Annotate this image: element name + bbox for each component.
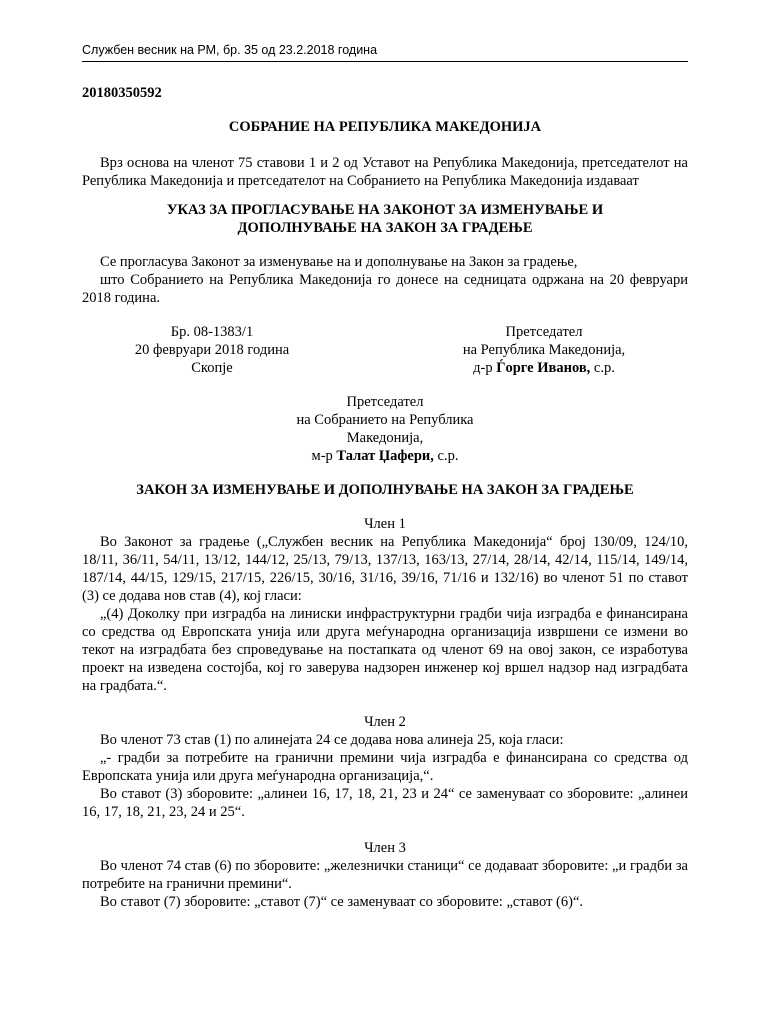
- decree-title: [82, 201, 688, 237]
- legal-basis-paragraph: Врз основа на членот 75 ставови 1 и 2 од Уставот на Република Македонија, претседателот на Република Македонија и претседателот на Собранието на Република Македонија издаваат: [82, 155, 688, 189]
- article-3-paragraph-2: Во ставот (7) зборовите: „ставот (7)“ се заменуваат со зборовите: „ставот (6)“.: [100, 894, 584, 910]
- article-1-paragraph-1: Во Законот за градење („Службен весник на Република Македонија“ број 130/09, 124/10, 18/11, 36/11, 54/11, 13/12, 144/12, 25/13, 79/13, 137/13, 163/13, 27/14, 28/14, 42/14, 115/14, 149/14, 187/14, 44/15, 129/15, 217/15, 226/15, 30/16, 31/16, 39/16, 71/16 и 132/16) во членот 51 по ставот (3) се додава нов став (4), кој гласи:: [82, 534, 688, 604]
- speaker-title: Претседател: [346, 394, 424, 410]
- article-1-paragraph-2: „(4) Доколку при изградба на линиски инфраструктурни градби чија изградба е финансирана со средства од Европската унија или друга меѓународна организација извршени се измени во текот на изградбата без спроведување на постапката од членот 69 на овој закон, се изработува проект на изведена состојба, кој го заверува надзорен инженер кој вршел надзор над изградбата на градбата.“.: [82, 606, 688, 694]
- decree-date: 20 февруари 2018 година: [134, 342, 290, 358]
- speaker-name: Талат Џафери,: [336, 448, 434, 464]
- law-title: ЗАКОН ЗА ИЗМЕНУВАЊЕ И ДОПОЛНУВАЊЕ НА ЗАКОН ЗА ГРАДЕЊЕ: [136, 482, 634, 498]
- decree-city: Скопје: [191, 360, 233, 376]
- president-of: на Република Македонија,: [462, 342, 626, 358]
- decree-paragraph-1: Се прогласува Законот за изменување на и дополнување на Закон за градење,: [100, 254, 578, 270]
- decree-number: Бр. 08-1383/1: [170, 324, 254, 340]
- article-1-heading: Член 1: [364, 516, 406, 532]
- gazette-header: Службен весник на РМ, бр. 35 од 23.2.2018 година: [82, 41, 688, 62]
- article-3-paragraph-1: Во членот 74 став (6) по зборовите: „железнички станици“ се додаваат зборовите: „и градби за потребите на гранични премини“.: [82, 858, 688, 892]
- speaker-of-line-1: на Собранието на Република: [296, 412, 474, 428]
- decree-title-line-1: УКАЗ ЗА ПРОГЛАСУВАЊЕ НА ЗАКОНОТ ЗА ИЗМЕНУВАЊЕ И: [166, 202, 604, 218]
- speaker-suffix: с.р.: [433, 448, 459, 464]
- article-2-paragraph-3: Во ставот (3) зборовите: „алинеи 16, 17, 18, 21, 23 и 24“ се заменуваат со зборовите: „алинеи 16, 17, 18, 21, 23, 24 и 25“.: [82, 786, 688, 820]
- document-body: [82, 84, 688, 911]
- article-2-paragraph-2: „- градби за потребите на гранични премини чија изградба е финансирана со средства од Европската унија или друга меѓународна организација,“.: [82, 750, 688, 784]
- president-prefix: д-р: [473, 360, 497, 376]
- speaker-signature: [275, 447, 495, 465]
- decree-paragraph-2: што Собранието на Република Македонија го донесе на седницата одржана на 20 февруари 2018 година.: [82, 272, 688, 306]
- speaker-prefix: м-р: [311, 448, 337, 464]
- assembly-title: СОБРАНИЕ НА РЕПУБЛИКА МАКЕДОНИЈА: [228, 119, 542, 135]
- decree-title-line-2: ДОПОЛНУВАЊЕ НА ЗАКОН ЗА ГРАДЕЊЕ: [237, 220, 533, 236]
- signature-row: [82, 323, 688, 377]
- speaker-of-line-2: Македонија,: [346, 430, 424, 446]
- president-name: Ѓорге Иванов,: [496, 360, 591, 376]
- president-signature-block: [414, 323, 674, 377]
- speaker-signature-block: [275, 393, 495, 465]
- article-2-paragraph-1: Во членот 73 став (1) по алинејата 24 се додава нова алинеја 25, која гласи:: [100, 732, 564, 748]
- document-id: 20180350592: [82, 85, 162, 101]
- president-signature: [414, 359, 674, 377]
- article-2-heading: Член 2: [364, 714, 406, 730]
- article-3-heading: Член 3: [364, 840, 406, 856]
- decree-reference-block: [82, 323, 342, 377]
- president-suffix: с.р.: [590, 360, 615, 376]
- president-title: Претседател: [505, 324, 583, 340]
